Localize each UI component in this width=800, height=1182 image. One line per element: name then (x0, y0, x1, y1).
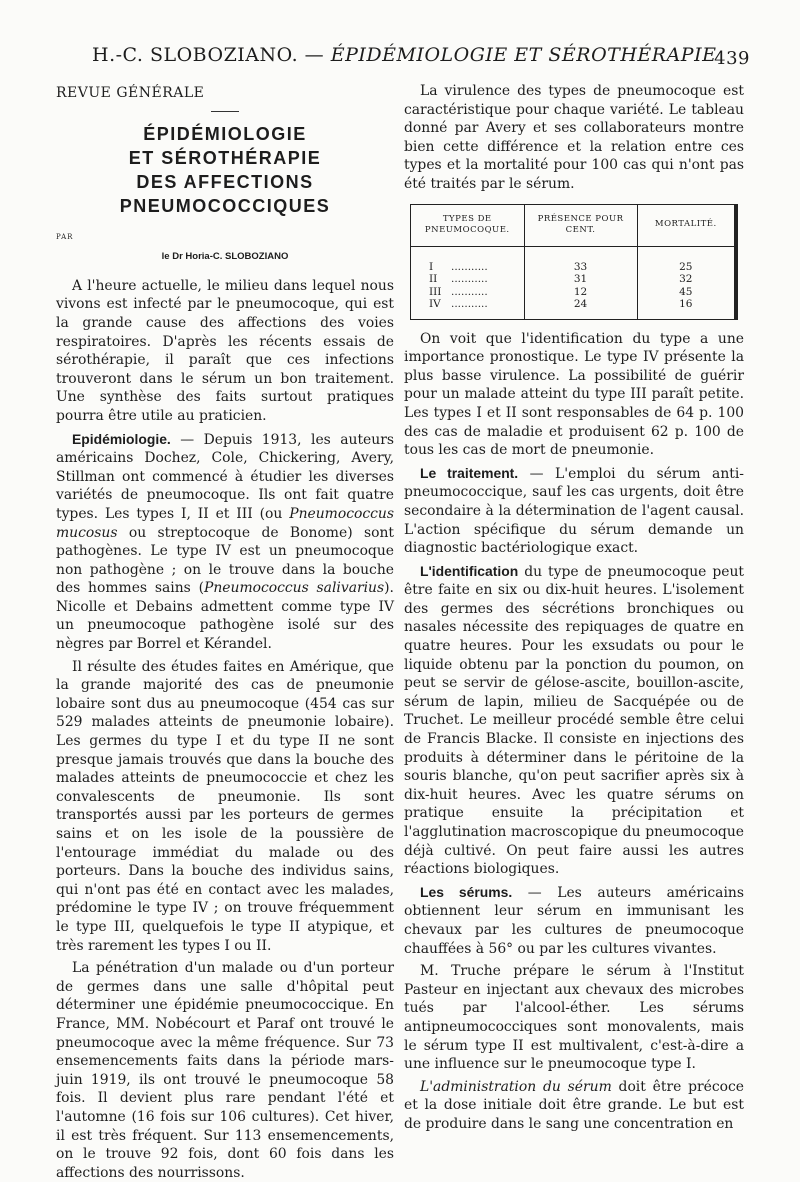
title-line: PNEUMOCOCCIQUES (119, 195, 331, 216)
paragraph-text: — Depuis 1913, les auteurs américains Dochez, Cole, Chickering, Avery, Stillman ont commencé à étudier les diverses variétés de pneumocoque. Ils ont fait quatre types. Les types I, II et III (ou (56, 431, 394, 522)
mortality-cell: 16 (679, 298, 693, 311)
type-cell: II (429, 273, 438, 286)
title-line: ÉPIDÉMIOLOGIE (143, 123, 307, 144)
presence-cell: 31 (524, 273, 637, 286)
paragraph-text: du type de pneumocoque peut être faite en six ou dix-huit heures. L'isolement des germes des sécrétions bronchiques ou nasales nécessite des repiquages de quatre en quatre heures. Pour les exsudats ou pour le liquide obtenu par la ponction du poumon, on peut se servir de gélose-ascite, bouillon-ascite, sérum de lapin, milieu de Sacquépée ou de Truchet. Le meilleur procédé semble être celui de Francis Blacke. Il consiste en injections des produits à déterminer dans le péritoine de la souris blanche, qu'on peut sacrifier après six à dix-huit heures. Avec les quatre sérums on pratique ensuite la précipitation et l'agglutination macroscopique du pneumocoque déjà cultivé. On peut faire aussi les autres réactions biologiques. (404, 563, 744, 878)
epidemiology-paragraph (56, 430, 394, 654)
paragraph-text: ). Nicolle et Debains admettent comme type IV un pneumocoque pathogène isolé sur des nègres par Borrel et Kérandel. (56, 580, 394, 653)
treatment-paragraph (404, 464, 744, 558)
header-author: H.-C. SLOBOZIANO. — (92, 44, 325, 66)
divider (211, 111, 239, 112)
intro-paragraph: A l'heure actuelle, le milieu dans lequel nous vivons est infecté par le pneumocoque, qui est la grande cause des affections des voies respiratoires. D'après les récents essais de sérothérapie, il paraît que ces infections trouveront dans le sérum un bon traitement. Une synthèse des faits surtout pratiques pourra être utile au praticien. (56, 277, 394, 424)
administration-paragraph (404, 1078, 744, 1134)
species-name: Pneumococcus salivarius (203, 580, 385, 597)
epidemiology-heading: Epidémiologie. (72, 430, 171, 447)
page-number: 439 (714, 48, 750, 69)
paragraph-text: doit être précoce et la dose initiale doit être grande. Le but est de produire dans le sang une concentration en (404, 1078, 744, 1132)
header-title (92, 44, 716, 66)
presence-cell: 33 (524, 246, 637, 273)
left-column (56, 82, 394, 1182)
administration-heading: L'administration du sérum (420, 1078, 612, 1095)
prognosis-paragraph: On voit que l'identification du type a une importance pronostique. Le type IV présente la plus basse virulence. La possibilité de guérir pour un malade atteint du type III paraît petite. Les types I et II sont responsables de 64 p. 100 des cas de maladie et produisent 62 p. 100 de tous les cas de mort de pneumonie. (404, 330, 744, 459)
mortality-cell: 25 (679, 260, 693, 273)
presence-cell: 12 (524, 286, 637, 299)
identification-paragraph (404, 562, 744, 879)
hospital-epidemic-paragraph: La pénétration d'un malade ou d'un porteur de germes dans une salle d'hôpital peut déterminer une épidémie pneumococcique. En France, MM. Nobécourt et Paraf ont trouvé le pneumocoque avec la même fréquence. Sur 73 ensemencements faits dans la période mars-juin 1919, ils ont trouvé le pneumocoque 58 fois. Il devient plus rare pendant l'été et l'automne (16 fois sur 106 cultures). Cet hiver, il est très fréquent. Sur 113 ensemencements, on le trouve 92 fois, dont 60 fois dans les affections des nourrissons. (56, 960, 394, 1181)
species-name: Pneumococcus mucosus (56, 505, 394, 541)
truche-paragraph: M. Truche prépare le sérum à l'Institut Pasteur en injectant aux chevaux des microbes tués par l'alcool-éther. Les sérums antipneumococciques sont monovalents, mais le sérum type II est multivalent, c'est-à-dire a une influence sur le pneumocoque type I. (404, 963, 744, 1073)
table-row: I ........... 33 25 (411, 246, 734, 273)
header-journal-title: ÉPIDÉMIOLOGIE ET SÉROTHÉRAPIE (330, 44, 717, 66)
type-cell: IV (429, 298, 441, 311)
article-title (56, 122, 394, 218)
table-header-type: TYPES DE PNEUMOCOQUE. (411, 205, 524, 247)
mortality-table (410, 204, 738, 320)
byline-par: PAR (56, 232, 74, 241)
table-row: IV ........... 24 16 (411, 298, 734, 319)
type-cell: III (429, 285, 442, 298)
presence-cell: 24 (524, 298, 637, 319)
type-cell: I (429, 260, 434, 273)
paragraph-text: ou streptocoque de Bonome) sont pathogènes. Le type IV est un pneumocoque non pathogène ; on le trouve dans la bouche des hommes sains ( (56, 524, 394, 597)
serums-heading: Les sérums. (420, 883, 513, 900)
table-header-mortality: MORTALITÉ. (637, 205, 734, 247)
table-row: III ........... 12 45 (411, 286, 734, 299)
mortality-cell: 32 (679, 273, 693, 286)
right-column (404, 82, 744, 1134)
section-label: REVUE GÉNÉRALE (56, 85, 205, 101)
serums-paragraph (404, 883, 744, 958)
paragraph-text: — L'emploi du sérum anti-pneumococcique, sauf les cas urgents, doit être secondaire à la détermination de l'agent causal. L'action spécifique du sérum demande un diagnostic bactériologique exact. (404, 465, 744, 557)
treatment-heading: Le traitement. (420, 464, 519, 481)
table-row: II ........... 31 32 (411, 273, 734, 286)
article-author: le Dr Horia-C. SLOBOZIANO (161, 251, 289, 263)
identification-heading: L'identification (420, 562, 519, 579)
america-study-paragraph: Il résulte des études faites en Amérique, que la grande majorité des cas de pneumonie lobaire sont dus au pneumocoque (454 cas sur 529 malades atteints de pneumonie lobaire). Les germes du type I et du type II ne sont presque jamais trouvés que dans la bouche des malades atteints de pneumococcie et chez les convalescents de pneumonie. Ils sont transportés aussi par les porteurs de germes sains et on les isole de la poussière de l'entourage immédiat du malade ou des porteurs. Dans la bouche des individus sains, qui n'ont pas été en contact avec les malades, prédomine le type IV ; on trouve fréquemment le type III, quelquefois le type II atypique, et très rarement les types I ou II. (56, 658, 394, 954)
virulence-paragraph: La virulence des types de pneumocoque est caractéristique pour chaque variété. Le tableau donné par Avery et ses collaborateurs montre bien cette différence et la relation entre ces types et la mortalité pour 100 cas qui n'ont pas été traités par le sérum. (404, 83, 744, 192)
title-line: ET SÉROTHÉRAPIE (128, 147, 322, 168)
running-header (80, 44, 750, 72)
mortality-cell: 45 (679, 285, 693, 298)
table-header-presence: PRÉSENCE POUR CENT. (524, 205, 637, 247)
paragraph-text: — Les auteurs américains obtiennent leur sérum en immunisant les chevaux par les cultures de pneumocoque chauffées à 56° ou par les cultures vivantes. (404, 884, 744, 957)
title-line: DES AFFECTIONS (136, 171, 314, 192)
